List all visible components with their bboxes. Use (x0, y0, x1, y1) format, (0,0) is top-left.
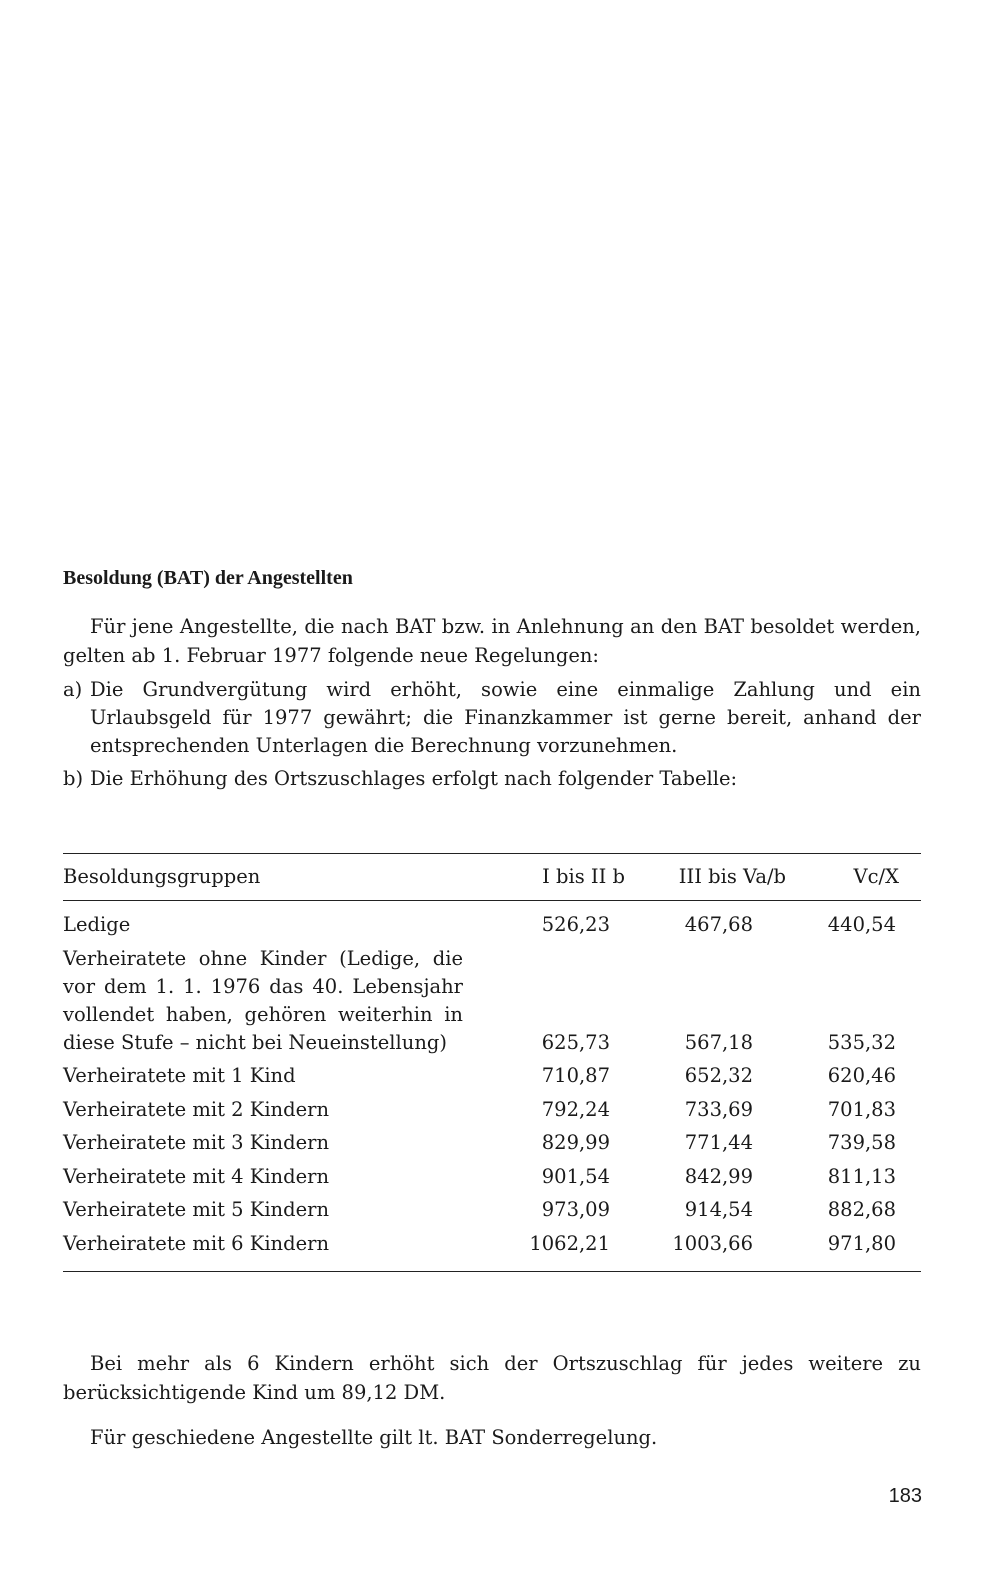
cell-value-1: 1062,21 (529, 1231, 610, 1255)
page-number: 183 (888, 1485, 922, 1507)
row-label: Verheiratete mit 5 Kindern (63, 1198, 330, 1221)
list-item-label: a) (63, 678, 83, 701)
table-row (63, 1196, 921, 1224)
cell-value-2: 733,69 (684, 1097, 753, 1121)
footnote-children: Bei mehr als 6 Kindern erhöht sich der Ortszuschlag für jedes weitere zu berücksichtigende Kind um 89,12 DM. (63, 1352, 921, 1404)
cell-value-3: 811,13 (827, 1164, 896, 1188)
list-item-text: Die Grundvergütung wird erhöht, sowie eine einmalige Zahlung und ein Urlaubsgeld für 1977 gewährt; die Finanzkammer ist gerne bereit, anhand der entsprechenden Unterlagen die Berechnung vorzunehmen. (90, 678, 921, 757)
cell-value-1: 526,23 (541, 913, 610, 936)
row-label: Verheiratete mit 4 Kindern (63, 1164, 330, 1188)
cell-value-3: 701,83 (827, 1097, 896, 1121)
cell-value-1: 710,87 (541, 1064, 610, 1087)
header-group-3: Vc/X (853, 864, 899, 888)
row-label: Verheiratete mit 6 Kindern (63, 1231, 330, 1255)
table-row (63, 1062, 921, 1090)
cell-value-1: 625,73 (541, 1030, 610, 1054)
table-row (63, 1096, 921, 1124)
cell-value-1: 792,24 (541, 1097, 610, 1121)
cell-value-2: 842,99 (684, 1164, 753, 1188)
cell-value-3: 971,80 (827, 1231, 896, 1255)
section-heading: Besoldung (BAT) der Angestellten (63, 567, 353, 589)
ortszuschlag-table (63, 853, 921, 1272)
header-besoldungsgruppen: Besoldungsgruppen (63, 864, 261, 888)
cell-value-2: 652,32 (684, 1064, 753, 1087)
cell-value-2: 467,68 (684, 913, 753, 936)
cell-value-2: 1003,66 (672, 1231, 753, 1255)
cell-value-3: 882,68 (827, 1198, 896, 1221)
cell-value-1: 829,99 (541, 1131, 610, 1154)
cell-value-2: 567,18 (684, 1030, 753, 1054)
row-label: Ledige (63, 913, 131, 936)
cell-value-1: 901,54 (541, 1164, 610, 1188)
table-row (63, 911, 921, 939)
list-item-text: Die Erhöhung des Ortszuschlages erfolgt nach folgender Tabelle: (90, 767, 738, 790)
table-header-row (63, 854, 921, 898)
cell-value-3: 620,46 (827, 1064, 896, 1087)
table-bottom-rule (63, 1271, 921, 1272)
cell-value-2: 914,54 (684, 1198, 753, 1221)
table-row (63, 1230, 921, 1258)
list-item-label: b) (63, 767, 84, 790)
footnote-divorced: Für geschiedene Angestellte gilt lt. BAT Sonderregelung. (90, 1426, 658, 1449)
cell-value-3: 440,54 (827, 913, 896, 936)
cell-value-2: 771,44 (684, 1131, 753, 1154)
cell-value-3: 739,58 (827, 1131, 896, 1154)
table-row (63, 1129, 921, 1157)
table-row (63, 1163, 921, 1191)
table-row (63, 945, 921, 1057)
intro-paragraph: Für jene Angestellte, die nach BAT bzw. in Anlehnung an den BAT besoldet werden, gelten ab 1. Februar 1977 folgende neue Regelungen: (63, 615, 921, 667)
list-item-a (63, 676, 921, 760)
row-label: Verheiratete mit 1 Kind (63, 1064, 296, 1087)
row-label: Verheiratete ohne Kinder (Ledige, die vor dem 1. 1. 1976 das 40. Lebensjahr vollendet haben, gehören weiterhin in diese Stufe – nicht bei Neueinstellung) (63, 946, 463, 1054)
cell-value-1: 973,09 (541, 1198, 610, 1221)
cell-value-3: 535,32 (827, 1030, 896, 1054)
list-item-b (63, 765, 921, 793)
header-group-1: I bis II b (542, 864, 625, 888)
table-body (63, 901, 921, 1271)
header-group-2: III bis Va/b (678, 864, 786, 888)
row-label: Verheiratete mit 2 Kindern (63, 1097, 330, 1121)
row-label: Verheiratete mit 3 Kindern (63, 1131, 330, 1154)
